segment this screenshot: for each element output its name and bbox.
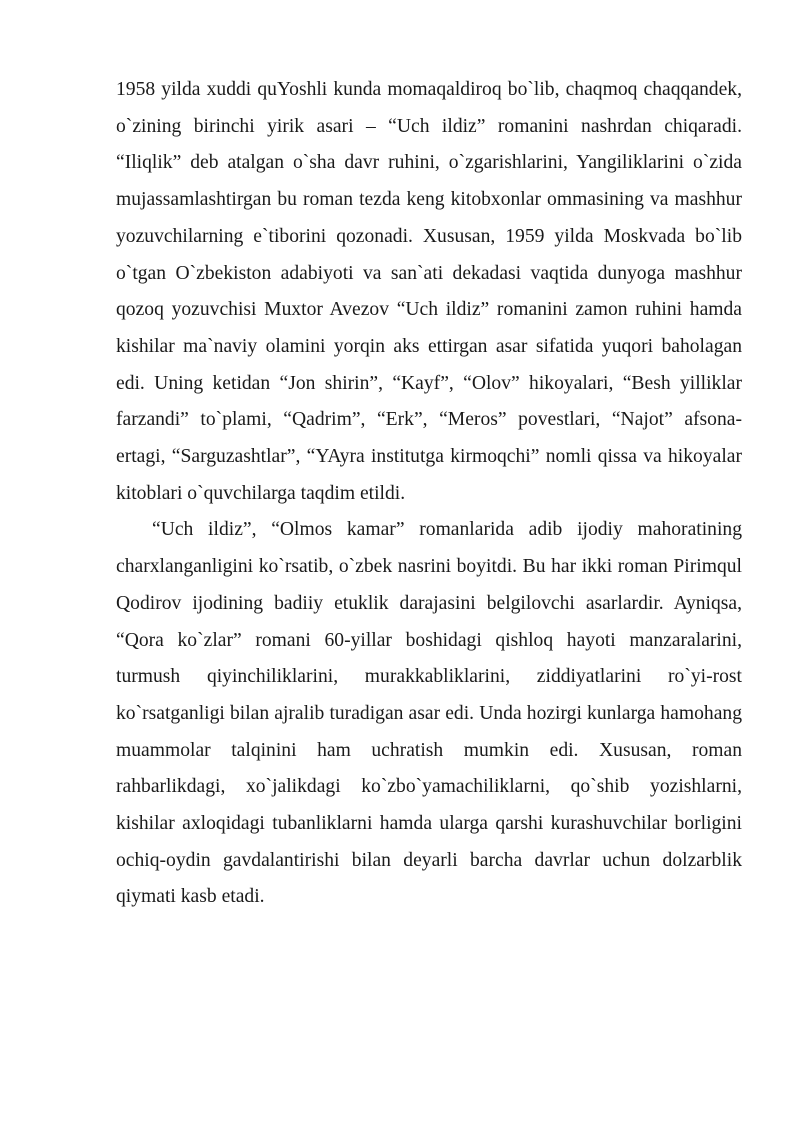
paragraph-2: “Uch ildiz”, “Olmos kamar” romanlarida adib ijodiy mahoratining charxlanganligini ko`rsatib, o`zbek nasrini boyitdi. Bu har ikki roman Pirimqul Qodirov ijodining badiiy etuklik darajasini belgilovchi asarlardir. Ayniqsa, “Qora ko`zlar” romani 60-yillar boshidagi qishloq hayoti manzaralarini, turmush qiyinchiliklarini, murakkabliklarini, ziddiyatlarini ro`yi-rost ko`rsatganligi bilan ajralib turadigan asar edi. Unda hozirgi kunlarga hamohang muammolar talqinini ham uchratish mumkin edi. Xususan, roman rahbarlikdagi, xo`jalikdagi ko`zbo`yamachiliklarni, qo`shib yozishlarni, kishilar axloqidagi tubanliklarni hamda ularga qarshi kurashuvchilar borligini ochiq-oydin gavdalantirishi bilan deyarli barcha davrlar uchun dolzarblik qiymati kasb etadi. <box>116 519 742 908</box>
document-body <box>116 72 742 916</box>
paragraph-1: 1958 yilda xuddi quYoshli kunda momaqaldiroq bo`lib, chaqmoq chaqqandek, o`zining birinchi yirik asari – “Uch ildiz” romanini nashrdan chiqaradi. “Iliqlik” deb atalgan o`sha davr ruhini, o`zgarishlarini, Yangiliklarini o`zida mujassamlashtirgan bu roman tezda keng kitobxonlar ommasining va mashhur yozuvchilarning e`tiborini qozonadi. Xususan, 1959 yilda Moskvada bo`lib o`tgan O`zbekiston adabiyoti va san`ati dekadasi vaqtida dunyoga mashhur qozoq yozuvchisi Muxtor Avezov “Uch ildiz” romanini zamon ruhini hamda kishilar ma`naviy olamini yorqin aks ettirgan asar sifatida yuqori baholagan edi. Uning ketidan “Jon shirin”, “Kayf”, “Olov” hikoyalari, “Besh yilliklar farzandi” to`plami, “Qadrim”, “Erk”, “Meros” povestlari, “Najot” afsona-ertagi, “Sarguzashtlar”, “YAyra institutga kirmoqchi” nomli qissa va hikoyalar kitoblari o`quvchilarga taqdim etildi. <box>116 79 742 504</box>
